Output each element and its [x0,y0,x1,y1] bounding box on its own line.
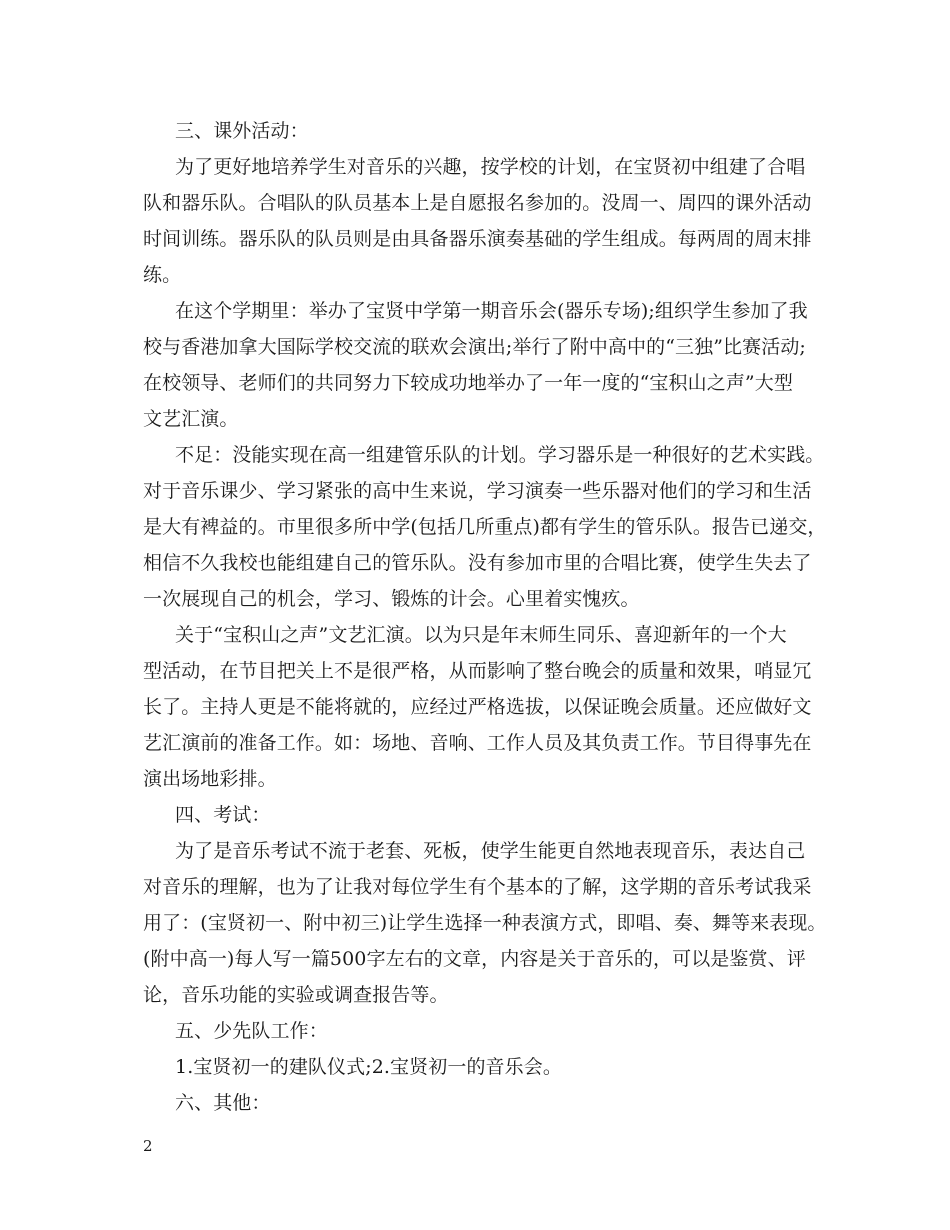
document-body [143,116,827,1118]
paragraph-line: 在这个学期里：举办了宝贤中学第一期音乐会(器乐专场);组织学生参加了我 [175,300,808,322]
paragraph-line: 一次展现自己的机会，学习、锻炼的计会。心里着实愧疚。 [143,588,640,610]
paragraph-line: 在校领导、老师们的共同努力下较成功地举办了一年一度的“宝积山之声”大型 [143,372,793,394]
paragraph-line: 为了更好地培养学生对音乐的兴趣，按学校的计划，在宝贤初中组建了合唱 [175,156,806,178]
paragraph-line: 艺汇演前的准备工作。如：场地、音响、工作人员及其负责工作。节目得事先在 [143,732,812,754]
paragraph-line: 校与香港加拿大国际学校交流的联欢会演出;举行了附中高中的“三独”比赛活动; [143,336,806,358]
section-heading-extracurricular: 三、课外活动： [175,120,309,142]
paragraph-line: 1.宝贤初一的建队仪式;2.宝贤初一的音乐会。 [175,1056,562,1078]
paragraph-line: 时间训练。器乐队的队员则是由具备器乐演奏基础的学生组成。每两周的周末排 [143,228,812,250]
paragraph-line: 练。 [143,264,182,286]
paragraph-line: 对于音乐课少、学习紧张的高中生来说，学习演奏一些乐器对他们的学习和生活 [143,480,812,502]
page-number: 2 [143,1137,153,1155]
paragraph-line: 队和器乐队。合唱队的队员基本上是自愿报名参加的。没周一、周四的课外活动 [143,192,812,214]
paragraph-line: 长了。主持人更是不能将就的，应经过严格选拔，以保证晚会质量。还应做好文 [143,696,812,718]
paragraph-line: 论，音乐功能的实验或调查报告等。 [143,984,449,1006]
section-heading-other: 六、其他： [175,1092,271,1114]
paragraph-line: 演出场地彩排。 [143,768,277,790]
paragraph-line: 对音乐的理解，也为了让我对每位学生有个基本的了解，这学期的音乐考试我采 [143,876,812,898]
paragraph-line: 相信不久我校也能组建自己的管乐队。没有参加市里的合唱比赛，使学生失去了 [143,552,812,574]
paragraph-line: 不足：没能实现在高一组建管乐队的计划。学习器乐是一种很好的艺术实践。 [175,444,825,466]
paragraph-line: 关于“宝积山之声”文艺汇演。以为只是年末师生同乐、喜迎新年的一个大 [175,624,787,646]
paragraph-line: 用了：(宝贤初一、附中初三)让学生选择一种表演方式，即唱、奏、舞等来表现。 [143,912,827,934]
paragraph-line: 是大有裨益的。市里很多所中学(包括几所重点)都有学生的管乐队。报告已递交， [143,516,827,538]
section-heading-young-pioneers: 五、少先队工作： [175,1020,328,1042]
section-heading-exam: 四、考试： [175,804,271,826]
paragraph-line: 文艺汇演。 [143,408,239,430]
paragraph-line: (附中高一)每人写一篇500字左右的文章，内容是关于音乐的，可以是鉴赏、评 [143,948,806,970]
paragraph-line: 为了是音乐考试不流于老套、死板，使学生能更自然地表现音乐，表达自己 [175,840,806,862]
paragraph-line: 型活动，在节目把关上不是很严格，从而影响了整台晚会的质量和效果，哨显冗 [143,660,812,682]
